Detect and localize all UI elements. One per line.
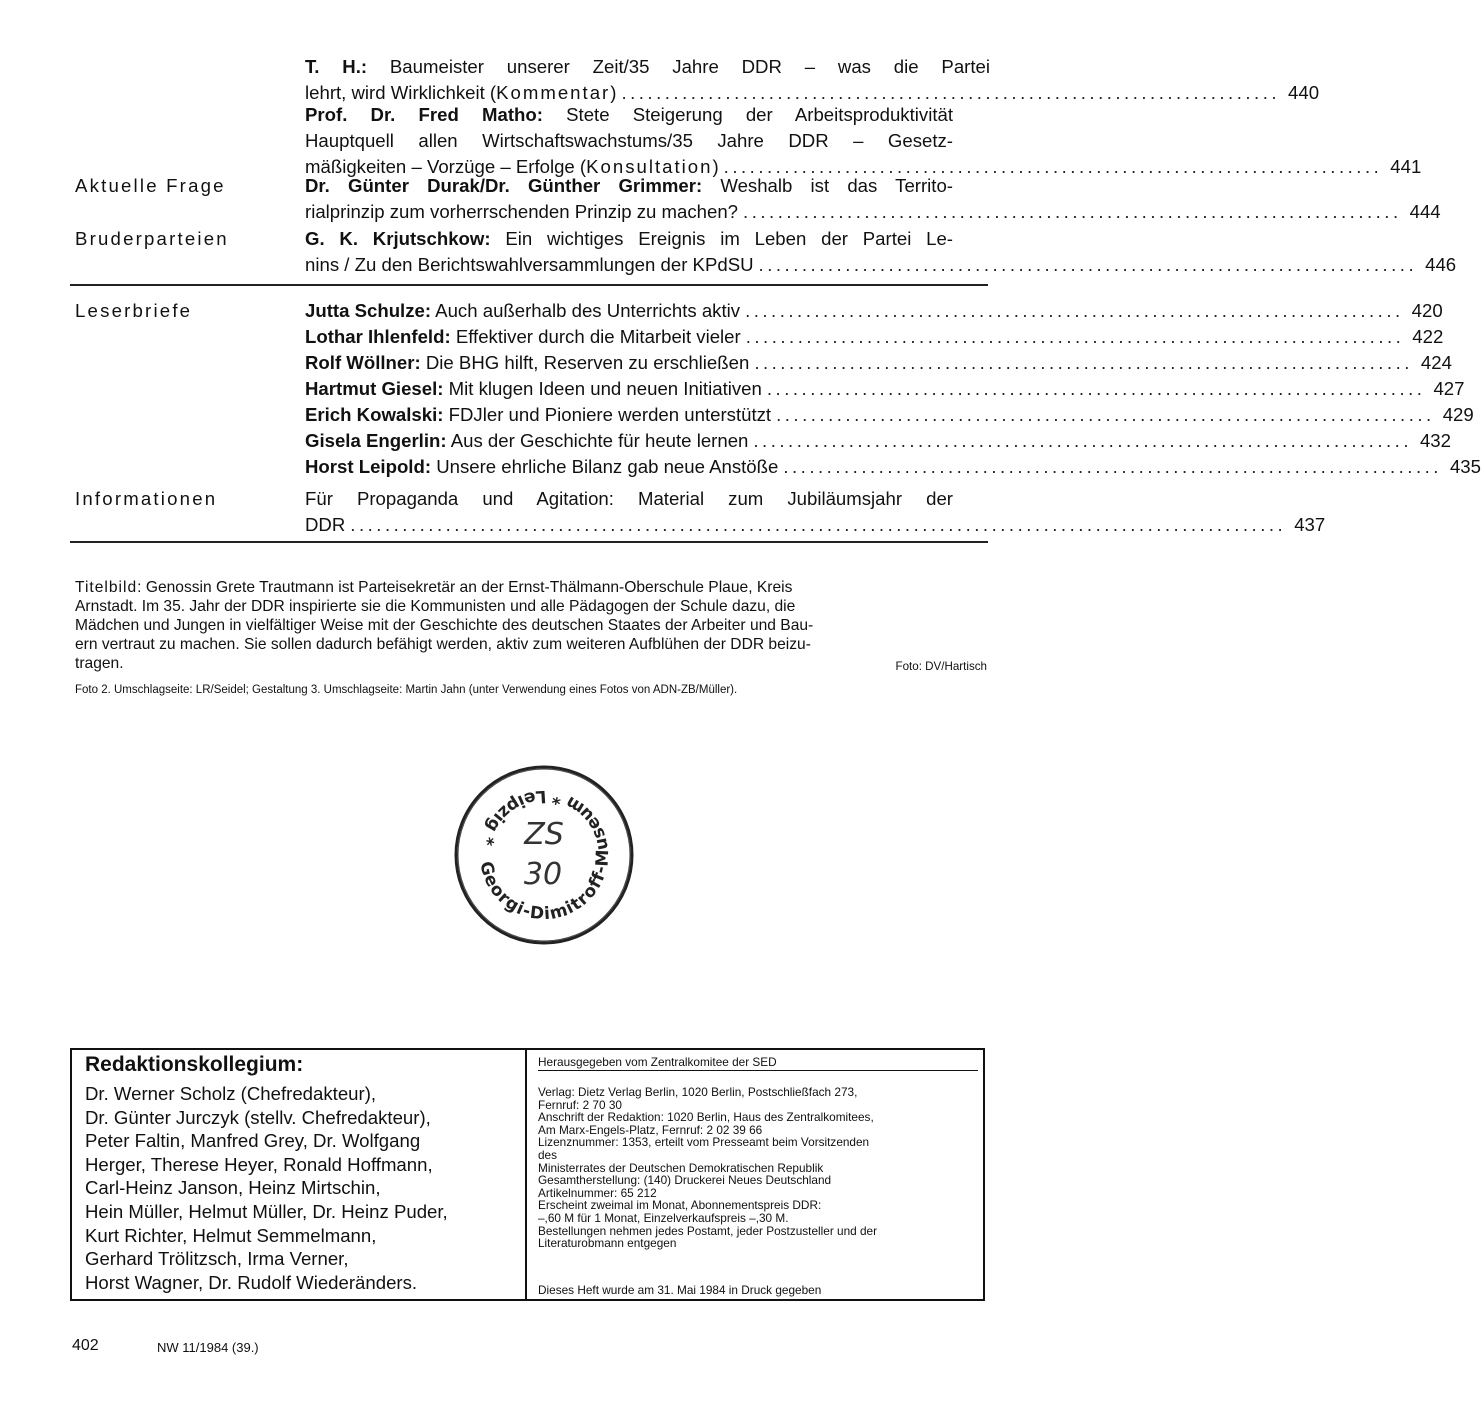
toc-title-text: Unsere ehrliche Bilanz gab neue Anstöße — [431, 456, 779, 477]
detail-line: Artikelnummer: 65 212 — [538, 1185, 657, 1200]
editor-line: Kurt Richter, Helmut Semmelmann, — [85, 1224, 377, 1246]
leader-dots: ............................................................................ — [754, 352, 1413, 373]
toc-author: T. H.: — [305, 56, 368, 77]
leader-dots: ............................................................................ — [776, 404, 1435, 425]
toc-title-text: Weshalb ist das Territo- — [702, 175, 953, 196]
library-stamp — [451, 762, 637, 948]
imprint-divider — [525, 1048, 527, 1301]
list-item — [305, 454, 1481, 480]
caption-line: ern vertraut zu machen. Sie sollen dadurch befähigt werden, aktiv zum weiteren Aufblühen der DDR beizu- — [75, 636, 811, 653]
toc-title-text: Aus der Geschichte für heute lernen — [446, 430, 749, 451]
toc-author: Jutta Schulze: — [305, 300, 432, 321]
editor-line: Horst Wagner, Dr. Rudolf Wiederänders. — [85, 1271, 418, 1293]
detail-line: Bestellungen nehmen jedes Postamt, jeder Postzusteller und der — [538, 1223, 878, 1238]
toc-page-number: 444 — [1409, 201, 1441, 222]
editor-line: Peter Faltin, Manfred Grey, Dr. Wolfgang — [85, 1130, 421, 1152]
toc-author: Prof. Dr. Fred Matho: — [305, 104, 543, 125]
cover-caption — [75, 578, 987, 673]
list-item — [305, 428, 1451, 454]
publication-details — [538, 1086, 877, 1250]
toc-genre-label: Konsultation — [586, 156, 713, 177]
svg-text:Georgi-Dimitroff-Museum * Leip — [475, 786, 613, 925]
toc-author: Lothar Ihlenfeld: — [305, 326, 451, 347]
editor-line: Herger, Therese Heyer, Ronald Hoffmann, — [85, 1153, 433, 1175]
toc-title-text: Die BHG hilft, Reserven zu erschließen — [420, 352, 750, 373]
section-divider — [70, 541, 988, 543]
list-item — [305, 376, 1465, 402]
editor-line: Dr. Werner Scholz (Chefredakteur), — [85, 1083, 377, 1104]
toc-page-number: 429 — [1442, 404, 1474, 425]
editor-line: Gerhard Trölitzsch, Irma Verner, — [85, 1248, 349, 1270]
toc-title-text: Stete Steigerung der Arbeitsproduktivität — [542, 104, 953, 125]
toc-author: Dr. Günter Durak/Dr. Günther Grimmer: — [305, 175, 703, 196]
leader-dots: ............................................................................ — [745, 326, 1405, 347]
toc-line — [305, 54, 990, 80]
toc-entry-matho — [305, 102, 1422, 180]
editorial-board-names — [85, 1082, 448, 1294]
toc-page-number: 440 — [1288, 82, 1320, 103]
toc-title-text: Mit klugen Ideen und neuen Initiativen — [443, 378, 762, 399]
toc-title-text: mäßigkeiten – Vorzüge – Erfolge ( — [305, 156, 587, 177]
section-label-aktuelle-frage: Aktuelle Frage — [75, 175, 226, 196]
toc-entry-krjutschkow — [305, 226, 1457, 278]
toc-page-number: 422 — [1412, 326, 1444, 347]
caption-line: tragen. — [75, 655, 124, 672]
toc-line — [305, 252, 1457, 278]
toc-entry-durak — [305, 173, 1441, 225]
toc-title-text: Hauptquell allen Wirtschaftswachstums/35 Jahre DDR – Gesetz- — [305, 130, 953, 151]
caption-line: : Genossin Grete Trautmann ist Parteisekretär an der Ernst-Thälmann-Oberschule Plaue, Kreis — [137, 579, 793, 596]
toc-title-text: rialprinzip zum vorherrschenden Prinzip zu machen? — [305, 201, 739, 222]
toc-page-number: 432 — [1419, 430, 1451, 451]
toc-author: Rolf Wöllner: — [305, 352, 421, 373]
section-label-leserbriefe: Leserbriefe — [75, 300, 193, 321]
detail-line: Verlag: Dietz Verlag Berlin, 1020 Berlin, Postschließfach 273, — [538, 1085, 858, 1099]
leader-dots: ............................................................................ — [743, 201, 1402, 222]
caption-line: Arnstadt. Im 35. Jahr der DDR inspirierte sie die Kommunisten und alle Pädagogen der Schule dazu, die — [75, 598, 796, 615]
leserbriefe-list — [305, 298, 1481, 480]
leader-dots: ............................................................................ — [766, 378, 1426, 399]
stamp-ring-text: Georgi-Dimitroff-Museum * Leipzig * — [475, 785, 614, 925]
toc-title-text: nins / Zu den Berichtswahlversammlungen der KPdSU — [305, 254, 754, 275]
toc-author: G. K. Krjutschkow: — [305, 228, 491, 249]
detail-line: Erscheint zweimal im Monat, Abonnementspreis DDR: — [538, 1198, 822, 1213]
toc-author: Gisela Engerlin: — [305, 430, 447, 451]
toc-title-text: Effektiver durch die Mitarbeit vieler — [450, 326, 741, 347]
toc-page-number: 437 — [1294, 514, 1326, 535]
toc-title-text: Auch außerhalb des Unterrichts aktiv — [431, 300, 741, 321]
toc-author: Hartmut Giesel: — [305, 378, 444, 399]
detail-line: Literaturobmann entgegen — [538, 1236, 677, 1251]
list-item — [305, 298, 1443, 324]
toc-line — [305, 486, 990, 512]
toc-title-text: DDR — [305, 514, 346, 535]
section-label-bruderparteien: Bruderparteien — [75, 228, 229, 249]
detail-line: Lizenznummer: 1353, erteilt vom Presseamt beim Vorsitzenden — [538, 1135, 870, 1150]
list-item — [305, 350, 1452, 376]
toc-title-text: FDJler und Pioniere werden unterstützt — [443, 404, 772, 425]
toc-author: Horst Leipold: — [305, 456, 432, 477]
section-divider — [70, 284, 988, 286]
toc-page-number: 435 — [1449, 456, 1481, 477]
toc-page-number: 420 — [1411, 300, 1443, 321]
issue-label: NW 11/1984 (39.) — [157, 1340, 259, 1355]
photo-credit: Foto: DV/Hartisch — [895, 660, 987, 673]
detail-line: des — [538, 1147, 558, 1162]
toc-line — [305, 226, 990, 252]
stamp-graphic — [451, 762, 637, 948]
leader-dots: ............................................................................ — [621, 82, 1281, 103]
list-item — [305, 402, 1474, 428]
publisher-rule — [538, 1070, 978, 1071]
detail-line: Gesamtherstellung: (140) Druckerei Neues Deutschland — [538, 1173, 832, 1188]
toc-line — [305, 102, 990, 128]
caption-label: Titelbild — [75, 579, 138, 596]
editorial-board-title: Redaktionskollegium: — [85, 1053, 304, 1076]
toc-line: lehrt, wird Wirklichkeit (Kommentar) ............................................................................ 440 — [305, 80, 990, 106]
detail-line: Anschrift der Redaktion: 1020 Berlin, Haus des Zentralkomitees, — [538, 1110, 874, 1125]
stamp-handwriting-top: ZS — [524, 817, 564, 852]
toc-line — [305, 199, 1441, 225]
toc-line — [305, 128, 990, 154]
editor-line: Dr. Günter Jurczyk (stellv. Chefredakteur), — [85, 1106, 431, 1128]
toc-line — [305, 512, 1326, 538]
toc-entry-informationen — [305, 486, 1326, 538]
detail-line: Am Marx-Engels-Platz, Fernruf: 2 02 39 66 — [538, 1122, 763, 1137]
toc-genre-label: Kommentar — [496, 82, 611, 103]
cover-credits: Foto 2. Umschlagseite: LR/Seidel; Gestaltung 3. Umschlagseite: Martin Jahn (unter Verwendung eines Fotos von ADN-ZB/Müller). — [75, 684, 738, 696]
toc-page-number: 424 — [1420, 352, 1452, 373]
leader-dots: ............................................................................................................ — [350, 514, 1287, 535]
publisher-line: Herausgegeben vom Zentralkomitee der SED — [538, 1055, 777, 1069]
toc-title-text: Baumeister unserer Zeit/35 Jahre DDR – was die Partei — [367, 56, 990, 77]
leader-dots: ............................................................................ — [783, 456, 1442, 477]
detail-line: –,60 M für 1 Monat, Einzelverkaufspreis –,30 M. — [538, 1210, 789, 1225]
toc-title-text: Für Propaganda und Agitation: Material zum Jubiläumsjahr der — [305, 488, 953, 509]
toc-page-number: 441 — [1390, 156, 1422, 177]
page-number: 402 — [72, 1337, 99, 1354]
caption-line: Mädchen und Jungen in vielfältiger Weise mit der Geschichte des deutschen Staates der Arbeiter und Bau- — [75, 617, 814, 634]
toc-title-text: Ein wichtiges Ereignis im Leben der Partei Le- — [490, 228, 953, 249]
toc-title-text: lehrt, wird Wirklichkeit ( — [305, 82, 497, 103]
detail-line: Fernruf: 2 70 30 — [538, 1097, 622, 1112]
print-note: Dieses Heft wurde am 31. Mai 1984 in Druck gegeben — [538, 1283, 822, 1297]
editor-line: Carl-Heinz Janson, Heinz Mirtschin, — [85, 1177, 381, 1199]
leader-dots: ............................................................................ — [753, 430, 1412, 451]
toc-author: Erich Kowalski: — [305, 404, 444, 425]
stamp-handwriting-bottom: 30 — [523, 857, 563, 892]
toc-page-number: 427 — [1433, 378, 1465, 399]
leader-dots: ............................................................................ — [723, 156, 1383, 177]
section-label-informationen: Informationen — [75, 488, 218, 509]
toc-line: mäßigkeiten – Vorzüge – Erfolge (Konsultation) ............................................................................ 441 — [305, 154, 990, 180]
leader-dots: ............................................................................ — [745, 300, 1404, 321]
editor-line: Hein Müller, Helmut Müller, Dr. Heinz Puder, — [85, 1200, 448, 1222]
toc-entry-th — [305, 54, 1320, 106]
detail-line: Ministerrates der Deutschen Demokratischen Republik — [538, 1160, 824, 1175]
toc-page-number: 446 — [1425, 254, 1457, 275]
toc-line — [305, 173, 990, 199]
list-item — [305, 324, 1444, 350]
leader-dots: ............................................................................ — [758, 254, 1418, 275]
